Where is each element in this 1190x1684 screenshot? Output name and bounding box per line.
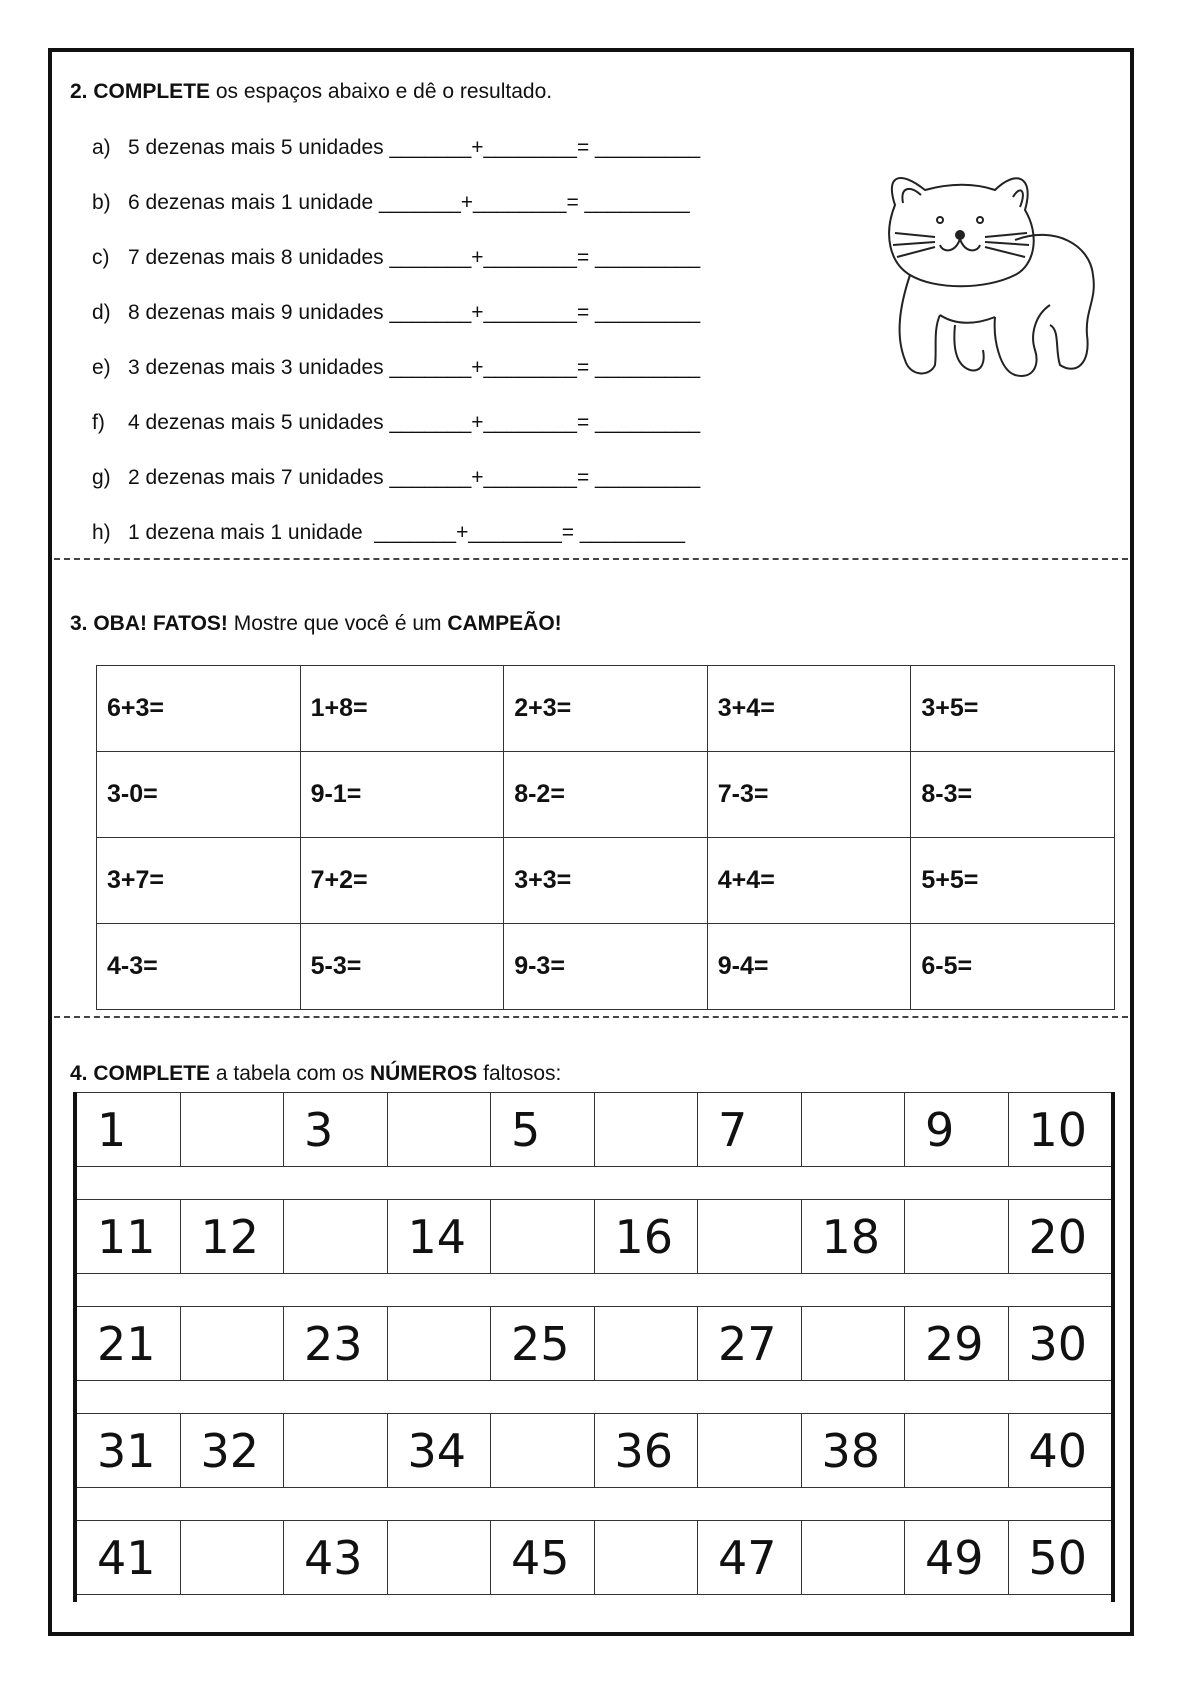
number-cell: 32 — [181, 1414, 285, 1487]
number-cell-blank[interactable] — [491, 1200, 595, 1273]
fact-cell[interactable]: 3+4= — [707, 666, 911, 752]
section-3-instruction: Mostre que você é um — [227, 612, 448, 635]
fact-cell[interactable]: 4+4= — [707, 838, 911, 924]
fact-cell[interactable]: 3+3= — [504, 838, 708, 924]
number-cell: 21 — [77, 1307, 181, 1380]
exercise-letter: d) — [92, 301, 111, 324]
number-row — [77, 1199, 1111, 1274]
exercise-letter: a) — [92, 136, 111, 159]
number-cell: 31 — [77, 1414, 181, 1487]
number-grid — [73, 1092, 1115, 1602]
number-cell: 14 — [388, 1200, 492, 1273]
number-cell: 23 — [284, 1307, 388, 1380]
number-cell: 40 — [1028, 1423, 1088, 1478]
exercise-item — [92, 136, 700, 160]
exercise-item — [92, 301, 700, 325]
fact-cell[interactable]: 9-4= — [707, 924, 911, 1010]
number-cell-blank[interactable] — [595, 1307, 699, 1380]
number-row — [77, 1092, 1111, 1167]
number-cell-blank[interactable] — [802, 1521, 906, 1594]
exercise-letter: f) — [92, 411, 105, 434]
grid-right-bar — [1111, 1092, 1115, 1602]
fact-cell[interactable]: 8-3= — [911, 752, 1115, 838]
number-cell-blank[interactable] — [595, 1093, 699, 1166]
section-2-keyword: COMPLETE — [93, 80, 211, 103]
section-2-title — [70, 80, 552, 104]
number-cell: 20 — [1028, 1209, 1088, 1264]
number-cell-blank[interactable] — [698, 1414, 802, 1487]
exercise-letter: c) — [92, 246, 110, 269]
number-cell: 7 — [698, 1093, 802, 1166]
fact-cell[interactable]: 7-3= — [707, 752, 911, 838]
exercise-text[interactable]: 8 dezenas mais 9 unidades _______+________= _________ — [128, 301, 701, 324]
number-cell: 18 — [802, 1200, 906, 1273]
number-cell: 50 — [1028, 1530, 1088, 1585]
exercise-text[interactable]: 1 dezena mais 1 unidade _______+________= _________ — [128, 521, 686, 544]
exercise-item — [92, 191, 690, 215]
facts-row — [97, 666, 1115, 752]
exercise-letter: e) — [92, 356, 111, 379]
fact-cell[interactable]: 3+5= — [911, 666, 1115, 752]
fact-cell[interactable]: 2+3= — [504, 666, 708, 752]
fact-cell[interactable]: 6+3= — [97, 666, 301, 752]
section-4-title — [70, 1062, 561, 1086]
number-cell: 25 — [491, 1307, 595, 1380]
number-cell-blank[interactable] — [181, 1093, 285, 1166]
exercise-text[interactable]: 5 dezenas mais 5 unidades _______+________= _________ — [128, 136, 701, 159]
number-cell-blank[interactable] — [595, 1521, 699, 1594]
number-cell: 16 — [595, 1200, 699, 1273]
section-4-number: 4. — [70, 1062, 88, 1085]
fact-cell[interactable]: 3-0= — [97, 752, 301, 838]
number-row — [77, 1520, 1111, 1595]
fact-cell[interactable]: 4-3= — [97, 924, 301, 1010]
number-cell-blank[interactable] — [181, 1307, 285, 1380]
exercise-letter: h) — [92, 521, 111, 544]
number-cell: 1 — [77, 1093, 181, 1166]
fact-cell[interactable]: 3+7= — [97, 838, 301, 924]
fact-cell[interactable]: 9-3= — [504, 924, 708, 1010]
number-cell-blank[interactable] — [802, 1093, 906, 1166]
section-divider-2 — [54, 1016, 1128, 1018]
number-cell-blank[interactable] — [905, 1200, 1009, 1273]
section-2-number: 2. — [70, 80, 88, 103]
number-cell: 5 — [491, 1093, 595, 1166]
section-3-champion: CAMPEÃO! — [447, 612, 562, 635]
facts-row — [97, 924, 1115, 1010]
number-cell-blank[interactable] — [905, 1414, 1009, 1487]
number-cell: 10 — [1028, 1102, 1088, 1157]
number-cell-blank[interactable] — [181, 1521, 285, 1594]
section-4-keyword-2: NÚMEROS — [369, 1062, 478, 1085]
exercise-letter: b) — [92, 191, 111, 214]
number-cell-blank[interactable] — [698, 1200, 802, 1273]
fact-cell[interactable]: 5-3= — [300, 924, 504, 1010]
number-cell-blank[interactable] — [802, 1307, 906, 1380]
number-cell: 29 — [905, 1307, 1009, 1380]
section-3-title — [70, 612, 562, 636]
number-cell-blank[interactable] — [388, 1521, 492, 1594]
number-cell: 47 — [698, 1521, 802, 1594]
number-cell: 41 — [77, 1521, 181, 1594]
number-cell: 43 — [284, 1521, 388, 1594]
number-row — [77, 1306, 1111, 1381]
number-cell: 11 — [77, 1200, 181, 1273]
number-cell: 30 — [1028, 1316, 1088, 1371]
section-4-instruction: a tabela com os — [210, 1062, 370, 1085]
facts-table — [96, 665, 1115, 1010]
facts-row — [97, 752, 1115, 838]
exercise-text[interactable]: 4 dezenas mais 5 unidades _______+________= _________ — [128, 411, 701, 434]
section-divider-1 — [54, 558, 1128, 560]
section-4-instruction-end: faltosos: — [477, 1062, 562, 1085]
exercise-item — [92, 356, 700, 380]
cat-icon — [855, 165, 1105, 415]
number-cell: 27 — [698, 1307, 802, 1380]
number-cell: 36 — [595, 1414, 699, 1487]
number-cell: 3 — [284, 1093, 388, 1166]
number-cell-blank[interactable] — [284, 1200, 388, 1273]
exercise-item — [92, 521, 685, 545]
exercise-letter: g) — [92, 466, 111, 489]
section-4-keyword: COMPLETE — [93, 1062, 211, 1085]
number-cell-blank[interactable] — [491, 1414, 595, 1487]
exercise-text[interactable]: 7 dezenas mais 8 unidades _______+________= _________ — [128, 246, 701, 269]
fact-cell[interactable]: 1+8= — [300, 666, 504, 752]
section-2-instruction: os espaços abaixo e dê o resultado. — [210, 80, 553, 103]
number-cell: 12 — [181, 1200, 285, 1273]
exercise-text[interactable]: 3 dezenas mais 3 unidades _______+________= _________ — [128, 356, 701, 379]
number-cell: 9 — [905, 1093, 1009, 1166]
number-cell-blank[interactable] — [388, 1093, 492, 1166]
exercise-item — [92, 246, 700, 270]
fact-cell[interactable]: 8-2= — [504, 752, 708, 838]
number-cell-blank[interactable] — [388, 1307, 492, 1380]
number-row — [77, 1413, 1111, 1488]
exercise-item — [92, 466, 700, 490]
exercise-item — [92, 411, 700, 435]
fact-cell[interactable]: 9-1= — [300, 752, 504, 838]
facts-row — [97, 838, 1115, 924]
number-cell: 38 — [802, 1414, 906, 1487]
fact-cell[interactable]: 7+2= — [300, 838, 504, 924]
exercise-text[interactable]: 6 dezenas mais 1 unidade _______+________= _________ — [128, 191, 690, 214]
number-cell: 49 — [905, 1521, 1009, 1594]
number-cell: 34 — [388, 1414, 492, 1487]
fact-cell[interactable]: 5+5= — [911, 838, 1115, 924]
fact-cell[interactable]: 6-5= — [911, 924, 1115, 1010]
exercise-text[interactable]: 2 dezenas mais 7 unidades _______+________= _________ — [128, 466, 701, 489]
number-cell-blank[interactable] — [284, 1414, 388, 1487]
number-cell: 45 — [491, 1521, 595, 1594]
section-3-heading: 3. OBA! FATOS! — [70, 612, 228, 635]
